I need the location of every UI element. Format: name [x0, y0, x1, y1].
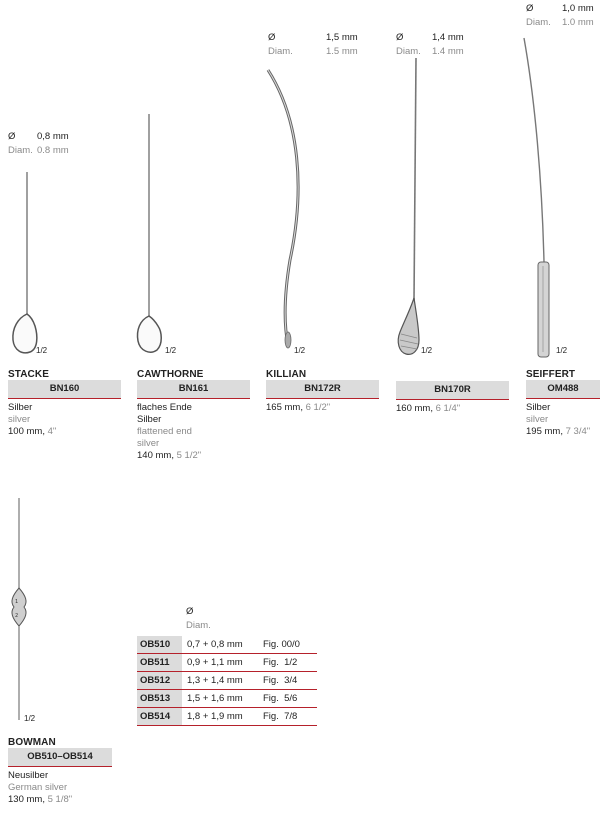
size-code: OB514 [137, 708, 182, 726]
size-code: OB513 [137, 690, 182, 708]
product-code: BN172R [266, 380, 379, 399]
product-name: SEIFFERT [526, 369, 576, 380]
desc-en: silver [526, 414, 549, 425]
seiffert-probe-illustration [524, 38, 549, 357]
diameter-symbol: Ø [8, 131, 16, 142]
product-code: OM488 [526, 380, 600, 399]
desc-de: Silber [137, 414, 162, 425]
svg-text:1: 1 [15, 599, 19, 605]
product-length: 195 mm, 7 3/4" [526, 426, 591, 437]
diameter-value-alt: 1.0 mm [562, 17, 594, 28]
killian-diameter-spec [268, 31, 358, 59]
diameter-value-alt: 1.4 mm [432, 46, 464, 57]
sizes-table [137, 636, 317, 726]
size-range: 0,7 + 0,8 mm [182, 636, 259, 654]
product-code: OB510–OB514 [8, 748, 112, 767]
desc-en: silver [8, 414, 31, 425]
diameter-symbol: Ø [526, 3, 534, 14]
bn170r-diameter-spec [396, 31, 464, 59]
size-code: OB510 [137, 636, 182, 654]
diameter-value: 1,0 mm [562, 3, 594, 14]
scale-mark: 1/2 [556, 346, 568, 355]
product-length: 165 mm, 6 1/2" [266, 402, 331, 413]
product-code: BN160 [8, 380, 121, 399]
scale-mark: 1/2 [421, 346, 433, 355]
table-row [137, 690, 317, 708]
table-row [137, 672, 317, 690]
diameter-value: 1,4 mm [432, 32, 464, 43]
cawthorne-probe-illustration [137, 114, 161, 352]
product-seiffert [526, 369, 600, 438]
product-length: 130 mm, 5 1/8" [8, 794, 73, 805]
product-name [396, 369, 509, 381]
scale-mark: 1/2 [36, 346, 48, 355]
figure-ref: Fig. 1/2 [259, 654, 317, 672]
product-name: KILLIAN [266, 369, 307, 380]
desc-en: silver [137, 438, 160, 449]
desc-en: German silver [8, 782, 68, 793]
diameter-label: Diam. [526, 17, 551, 28]
diameter-label: Diam. [268, 46, 293, 57]
product-length: 160 mm, 6 1/4" [396, 403, 461, 414]
diameter-value-alt: 1.5 mm [326, 46, 358, 57]
figure-ref: Fig. 5/6 [259, 690, 317, 708]
diameter-value: 1,5 mm [326, 32, 358, 43]
svg-text:2: 2 [15, 613, 19, 619]
killian-probe-illustration [268, 70, 298, 348]
seiffert-diameter-spec [526, 2, 594, 30]
diameter-label: Diam. [8, 145, 33, 156]
product-stacke [8, 369, 121, 438]
table-row [137, 636, 317, 654]
figure-ref: Fig. 00/0 [259, 636, 317, 654]
diameter-symbol: Ø [186, 606, 194, 617]
size-range: 1,5 + 1,6 mm [182, 690, 259, 708]
diameter-label: Diam. [186, 620, 211, 631]
scale-mark: 1/2 [294, 346, 306, 355]
diameter-symbol: Ø [268, 32, 276, 43]
product-killian [266, 369, 379, 414]
figure-ref: Fig. 7/8 [259, 708, 317, 726]
product-bowman [8, 737, 112, 806]
size-range: 1,3 + 1,4 mm [182, 672, 259, 690]
diameter-label: Diam. [396, 46, 421, 57]
scale-mark: 1/2 [24, 714, 36, 723]
stacke-probe-illustration [13, 172, 37, 353]
diameter-value: 0,8 mm [37, 131, 69, 142]
scale-mark: 1/2 [165, 346, 177, 355]
product-bn170r [396, 369, 509, 415]
desc-de: Neusilber [8, 770, 49, 781]
table-row [137, 654, 317, 672]
product-name: CAWTHORNE [137, 369, 204, 380]
product-length: 100 mm, 4" [8, 426, 57, 437]
stacke-diameter-spec [8, 130, 69, 158]
size-range: 1,8 + 1,9 mm [182, 708, 259, 726]
product-name: BOWMAN [8, 737, 56, 748]
diameter-symbol: Ø [396, 32, 404, 43]
bowman-probe-illustration [12, 498, 26, 720]
desc-en: flattened end [137, 426, 192, 437]
diameter-value-alt: 0.8 mm [37, 145, 69, 156]
size-code: OB512 [137, 672, 182, 690]
figure-ref: Fig. 3/4 [259, 672, 317, 690]
bn170r-probe-illustration [398, 58, 419, 354]
product-length: 140 mm, 5 1/2" [137, 450, 202, 461]
desc-de: flaches Ende [137, 402, 192, 413]
size-range: 0,9 + 1,1 mm [182, 654, 259, 672]
product-code: BN161 [137, 380, 250, 399]
table-row [137, 708, 317, 726]
product-code: BN170R [396, 381, 509, 400]
desc-de: Silber [526, 402, 551, 413]
desc-de: Silber [8, 402, 33, 413]
size-code: OB511 [137, 654, 182, 672]
sizes-table-header [186, 605, 211, 633]
product-cawthorne [137, 369, 250, 462]
product-name: STACKE [8, 369, 49, 380]
